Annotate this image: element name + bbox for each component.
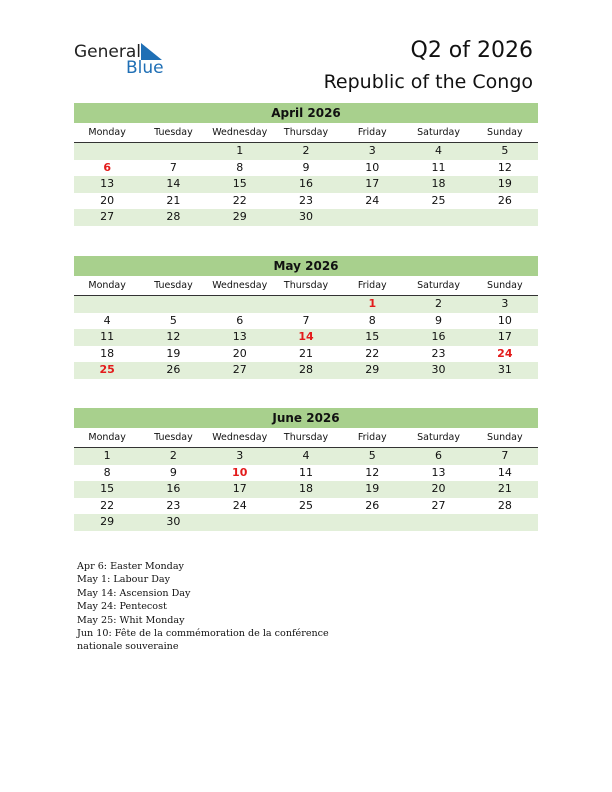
day-cell xyxy=(74,143,140,160)
week-row xyxy=(74,160,538,177)
day-cell: 27 xyxy=(232,363,247,376)
holiday-note: nationale souveraine xyxy=(77,641,179,653)
day-cell: 30 xyxy=(166,515,181,528)
week-row xyxy=(74,209,538,226)
day-cell: 18 xyxy=(431,177,446,190)
day-cell: 19 xyxy=(365,482,380,495)
day-cell: 1 xyxy=(368,297,377,310)
day-cell: 26 xyxy=(166,363,181,376)
holiday-note: Jun 10: Fête de la commémoration de la conférence xyxy=(77,628,329,640)
day-cell: 5 xyxy=(501,144,509,157)
weekday-label: Friday xyxy=(357,127,387,138)
week-row xyxy=(74,514,538,531)
day-cell: 24 xyxy=(365,193,380,207)
brand-logo xyxy=(74,42,174,78)
day-cell xyxy=(339,514,405,531)
weekday-label: Wednesday xyxy=(212,280,268,291)
day-cell: 29 xyxy=(100,515,115,528)
day-cell: 11 xyxy=(100,330,115,343)
week-row xyxy=(74,448,538,465)
day-cell: 16 xyxy=(298,177,313,190)
day-cell: 27 xyxy=(431,498,446,512)
day-cell xyxy=(405,514,471,531)
calendar-april xyxy=(74,103,538,226)
day-cell: 7 xyxy=(302,313,310,327)
week-row xyxy=(74,362,538,379)
day-cell: 8 xyxy=(103,465,111,479)
weekday-label: Friday xyxy=(357,280,387,291)
week-row xyxy=(74,193,538,210)
day-cell: 11 xyxy=(298,465,313,479)
week-row xyxy=(74,498,538,515)
day-cell: 16 xyxy=(166,482,181,495)
month-title: May 2026 xyxy=(74,256,538,276)
day-cell: 17 xyxy=(232,482,247,495)
day-cell: 22 xyxy=(100,498,115,512)
day-cell: 9 xyxy=(435,313,443,327)
day-cell: 16 xyxy=(431,330,446,343)
week-row xyxy=(74,346,538,363)
day-cell xyxy=(140,296,206,313)
weekday-header xyxy=(74,429,538,448)
calendar-june xyxy=(74,408,538,531)
day-cell: 15 xyxy=(100,482,115,495)
day-cell: 6 xyxy=(435,449,443,462)
month-title: April 2026 xyxy=(74,103,538,123)
weekday-header xyxy=(74,124,538,143)
weekday-label: Saturday xyxy=(417,127,460,138)
day-cell: 7 xyxy=(169,160,177,174)
weekday-label: Saturday xyxy=(417,432,460,443)
weekday-label: Friday xyxy=(357,432,387,443)
weekday-label: Tuesday xyxy=(154,432,193,443)
day-cell: 13 xyxy=(431,465,446,479)
day-cell: 19 xyxy=(166,346,181,360)
weekday-label: Monday xyxy=(88,432,126,443)
day-cell: 20 xyxy=(431,482,446,495)
day-cell: 23 xyxy=(166,498,181,512)
day-cell: 14 xyxy=(166,177,181,190)
day-cell: 1 xyxy=(103,449,111,462)
day-cell: 4 xyxy=(435,144,443,157)
day-cell xyxy=(405,209,471,226)
weekday-header xyxy=(74,277,538,296)
day-cell: 15 xyxy=(232,177,247,190)
day-cell: 28 xyxy=(166,210,181,223)
day-cell: 21 xyxy=(497,482,512,495)
week-row xyxy=(74,176,538,193)
day-cell: 18 xyxy=(298,482,313,495)
day-cell: 27 xyxy=(100,210,115,223)
weekday-label: Wednesday xyxy=(212,127,268,138)
weekday-label: Wednesday xyxy=(212,432,268,443)
day-cell: 25 xyxy=(431,193,446,207)
week-row xyxy=(74,143,538,160)
day-cell: 24 xyxy=(232,498,247,512)
day-cell: 11 xyxy=(431,160,446,174)
weekday-label: Monday xyxy=(88,280,126,291)
day-cell: 4 xyxy=(302,449,310,462)
week-row xyxy=(74,296,538,313)
brand-blue: Blue xyxy=(126,58,164,78)
day-cell: 12 xyxy=(365,465,380,479)
day-cell: 21 xyxy=(166,193,181,207)
day-cell: 2 xyxy=(169,449,177,462)
day-cell xyxy=(339,209,405,226)
day-cell: 26 xyxy=(497,193,512,207)
day-cell: 2 xyxy=(435,297,443,310)
day-cell: 30 xyxy=(298,210,313,223)
holiday-notes xyxy=(77,560,329,654)
day-cell: 31 xyxy=(497,363,512,376)
day-cell: 29 xyxy=(232,210,247,223)
weekday-label: Thursday xyxy=(283,127,329,138)
day-cell: 23 xyxy=(431,346,446,360)
weekday-label: Thursday xyxy=(283,280,329,291)
day-cell: 3 xyxy=(501,297,509,310)
weekday-label: Thursday xyxy=(283,432,329,443)
day-cell: 20 xyxy=(232,346,247,360)
day-cell: 13 xyxy=(100,177,115,190)
day-cell xyxy=(140,143,206,160)
day-cell: 7 xyxy=(501,449,509,462)
day-cell: 19 xyxy=(497,177,512,190)
day-cell: 23 xyxy=(298,193,313,207)
day-cell: 6 xyxy=(236,313,244,327)
day-cell: 2 xyxy=(302,144,310,157)
day-cell: 25 xyxy=(298,498,313,512)
week-row xyxy=(74,329,538,346)
day-cell: 10 xyxy=(497,313,512,327)
day-cell: 14 xyxy=(497,465,512,479)
day-cell: 1 xyxy=(236,144,244,157)
holiday-note: May 24: Pentecost xyxy=(77,601,167,613)
day-cell: 18 xyxy=(100,346,115,360)
day-cell: 22 xyxy=(365,346,380,360)
day-cell: 29 xyxy=(365,363,380,376)
month-title: June 2026 xyxy=(74,408,538,428)
weekday-label: Tuesday xyxy=(154,280,193,291)
day-cell xyxy=(472,514,538,531)
day-cell: 17 xyxy=(365,177,380,190)
day-cell: 5 xyxy=(169,313,177,327)
day-cell: 24 xyxy=(497,346,513,360)
day-cell: 3 xyxy=(236,449,244,462)
day-cell: 10 xyxy=(365,160,380,174)
day-cell: 20 xyxy=(100,193,115,207)
day-cell: 6 xyxy=(103,160,111,174)
holiday-note: May 14: Ascension Day xyxy=(77,587,191,599)
day-cell: 8 xyxy=(368,313,376,327)
weekday-label: Tuesday xyxy=(154,127,193,138)
day-cell: 9 xyxy=(302,160,310,174)
day-cell: 8 xyxy=(236,160,244,174)
day-cell: 13 xyxy=(232,330,247,343)
day-cell: 9 xyxy=(169,465,177,479)
day-cell: 12 xyxy=(497,160,512,174)
country-name: Republic of the Congo xyxy=(323,71,533,93)
weekday-label: Monday xyxy=(88,127,126,138)
day-cell xyxy=(273,296,339,313)
calendar-may xyxy=(74,256,538,379)
holiday-note: May 1: Labour Day xyxy=(77,574,171,586)
day-cell: 22 xyxy=(232,193,247,207)
day-cell: 28 xyxy=(298,363,313,376)
week-row xyxy=(74,481,538,498)
day-cell xyxy=(472,209,538,226)
week-row xyxy=(74,313,538,330)
day-cell: 26 xyxy=(365,498,380,512)
day-cell xyxy=(207,296,273,313)
day-cell xyxy=(74,296,140,313)
day-cell: 17 xyxy=(497,330,512,343)
day-cell: 5 xyxy=(368,449,376,462)
day-cell: 15 xyxy=(365,330,380,343)
weekday-label: Sunday xyxy=(487,127,523,138)
day-cell: 21 xyxy=(298,346,313,360)
day-cell: 4 xyxy=(103,313,111,327)
holiday-note: May 25: Whit Monday xyxy=(77,614,185,626)
day-cell: 30 xyxy=(431,363,446,376)
day-cell: 28 xyxy=(497,498,512,512)
day-cell: 12 xyxy=(166,330,181,343)
day-cell xyxy=(273,514,339,531)
day-cell: 10 xyxy=(232,465,248,479)
weekday-label: Sunday xyxy=(487,432,523,443)
brand-general: General xyxy=(74,42,141,62)
page-title: Q2 of 2026 xyxy=(410,38,533,63)
weekday-label: Saturday xyxy=(417,280,460,291)
weekday-label: Sunday xyxy=(487,280,523,291)
week-row xyxy=(74,465,538,482)
day-cell: 3 xyxy=(368,144,376,157)
holiday-note: Apr 6: Easter Monday xyxy=(77,561,184,572)
day-cell: 25 xyxy=(99,363,115,376)
day-cell xyxy=(207,514,273,531)
day-cell: 14 xyxy=(298,330,314,343)
